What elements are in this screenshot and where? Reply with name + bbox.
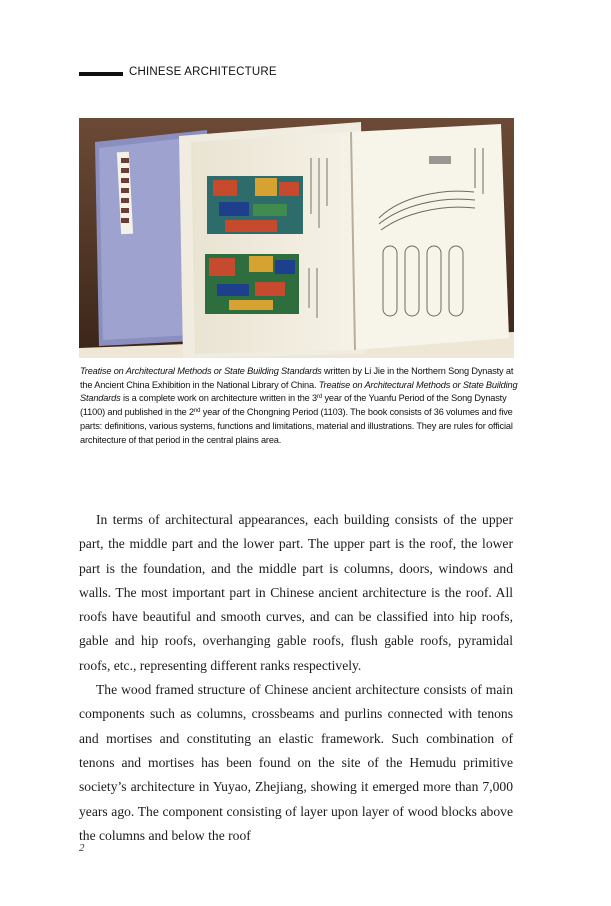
caption-text: year of the Yuanfu Period of the Song Dynasty (1100) and published in the 2 (80, 393, 507, 418)
header-rule (79, 72, 123, 76)
caption-superscript: rd (317, 394, 323, 401)
caption-book-title: Treatise on Architectural Methods or State Building Standards (80, 366, 322, 376)
bracket-illustration-lower (205, 254, 299, 314)
caption-book-title: Treatise on Architectural Methods or State Building Standards (80, 379, 518, 404)
paragraph: In terms of architectural appearances, each building consists of the upper part, the middle part and the lower part. The upper part is the roof, the lower part is the foundation, and the middle part is columns, doors, windows and walls. The most important part in Chinese ancient architecture is the roof. All roofs have beautiful and smooth curves, and can be classified into hip roofs, gable and hip roofs, overhanging gable roofs, flush gable roofs, pyramidal roofs, etc., representing different ranks respectively. (79, 512, 513, 673)
caption-text: written by Li Jie in the Northern Song Dynasty at the Ancient China Exhibition in the National Library of China. (80, 366, 514, 390)
book-photo (79, 118, 514, 358)
page-number: 2 (79, 842, 85, 854)
body-text (79, 508, 513, 848)
figure-caption (80, 365, 520, 447)
running-header: CHINESE ARCHITECTURE (129, 66, 277, 78)
paragraph: The wood framed structure of Chinese ancient architecture consists of main components such as columns, crossbeams and purlins connected with tenons and mortises and constituting an elastic framework. Such combination of tenons and mortises has been found on the site of the Hemudu primitive society’s architecture in Yuyao, Zhejiang, showing it emerged more than 7,000 years ago. The component consisting of layer upon layer of wood blocks above the columns and below the roof (79, 682, 513, 843)
caption-text: year of the Chongning Period (1103). The book consists of 36 volumes and five parts: definitions, various systems, functions and limitations, material and illustrations. They are rules for official architecture of that period in the central plains area. (80, 407, 513, 445)
bracket-illustration-upper (207, 176, 303, 234)
caption-text: is a complete work on architecture written in the 3 (120, 393, 318, 404)
left-page (191, 132, 355, 354)
caption-superscript: nd (193, 408, 201, 415)
